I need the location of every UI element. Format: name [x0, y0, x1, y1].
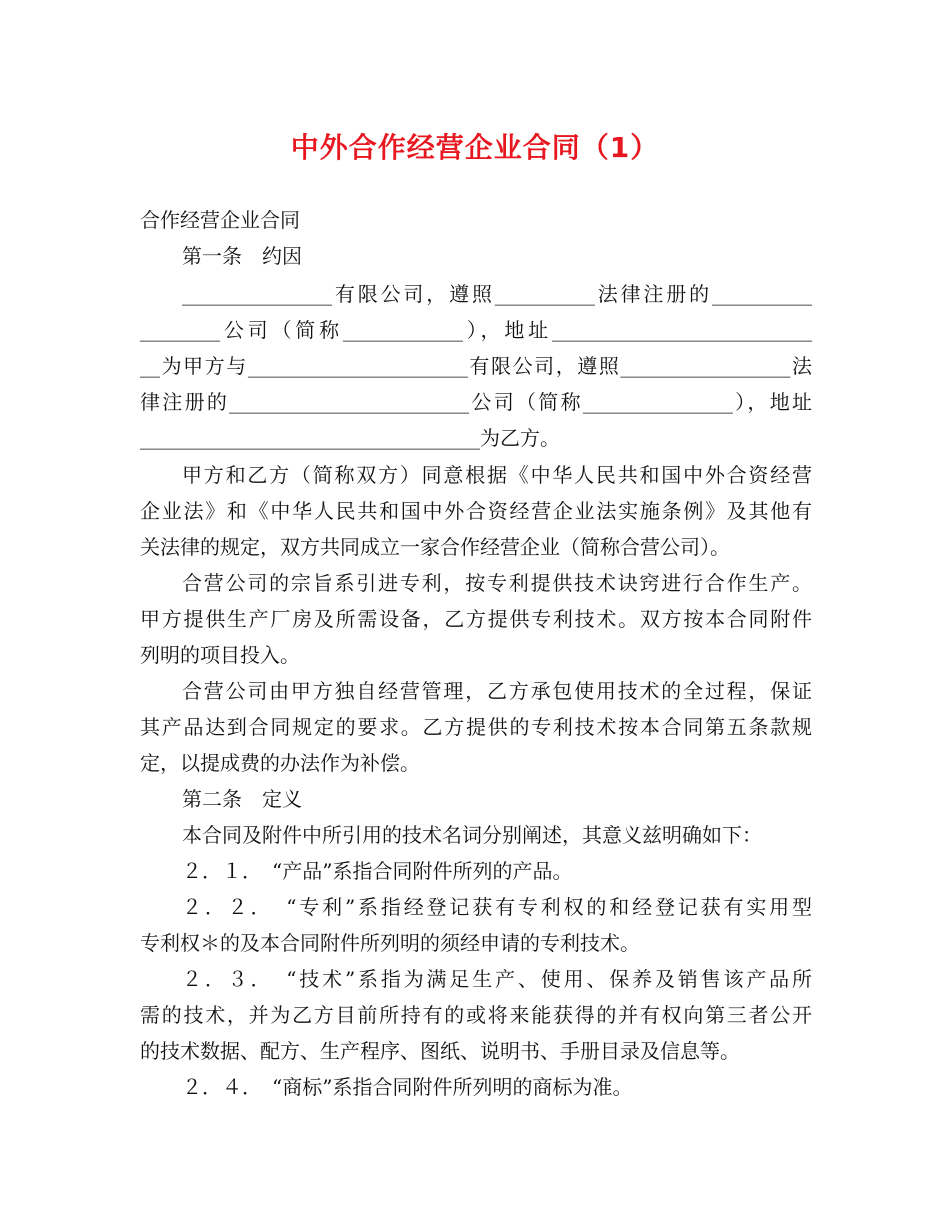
text-line: 专利权＊的及本合同附件所列明的须经申请的专利技术。 [140, 931, 640, 955]
document-title: 中外合作经营企业合同（1） [290, 131, 660, 164]
text-line: __________________________________为乙方。 [140, 426, 560, 450]
text-line: 关法律的规定，双方共同成立一家合作经营企业（简称合营公司）。 [140, 535, 730, 559]
text-line: 其产品达到合同规定的要求。乙方提供的专利技术按本合同第五条款规 [140, 715, 812, 739]
text-line: _______________有限公司，遵照__________法律注册的__________ [182, 282, 812, 306]
article-2-heading: 第二条 定义 [182, 787, 302, 811]
text-line: 的技术数据、配方、生产程序、图纸、说明书、手册目录及信息等。 [140, 1039, 740, 1063]
contract-heading: 合作经营企业合同 [140, 208, 300, 232]
article-1-heading: 第一条 约因 [182, 244, 302, 268]
text-line: 甲方和乙方（简称双方）同意根据《中华人民共和国中外合资经营 [182, 463, 812, 487]
text-line: 合营公司的宗旨系引进专利，按专利提供技术诀窍进行合作生产。 [182, 571, 812, 595]
text-line: 律注册的________________________公司（简称_______________），地址 [140, 390, 812, 414]
definition-item: ２．２． “专利”系指经登记获有专利权的和经登记获有实用型 [182, 895, 812, 919]
text-line: 定，以提成费的办法作为补偿。 [140, 751, 420, 775]
text-line: 企业法》和《中华人民共和国中外合资经营企业法实施条例》及其他有 [140, 499, 812, 523]
definition-item: ２．１． “产品”系指合同附件所列的产品。 [182, 859, 573, 883]
text-line: 合营公司由甲方独自经营管理，乙方承包使用技术的全过程，保证 [182, 679, 812, 703]
definition-item: ２．３． “技术”系指为满足生产、使用、保养及销售该产品所 [182, 967, 812, 991]
text-line: ________公司（简称____________），地址__________________________ [140, 318, 812, 342]
text-line: 甲方提供生产厂房及所需设备，乙方提供专利技术。双方按本合同附件 [140, 607, 812, 631]
text-line: 本合同及附件中所引用的技术名词分别阐述，其意义兹明确如下： [182, 823, 762, 847]
text-line: 列明的项目投入。 [140, 643, 300, 667]
text-line: __为甲方与______________________有限公司，遵照_________________法 [140, 354, 812, 378]
text-line: 需的技术，并为乙方目前所持有的或将来能获得的并有权向第三者公开 [140, 1003, 812, 1027]
definition-item: ２．４． “商标”系指合同附件所列明的商标为准。 [182, 1075, 633, 1099]
